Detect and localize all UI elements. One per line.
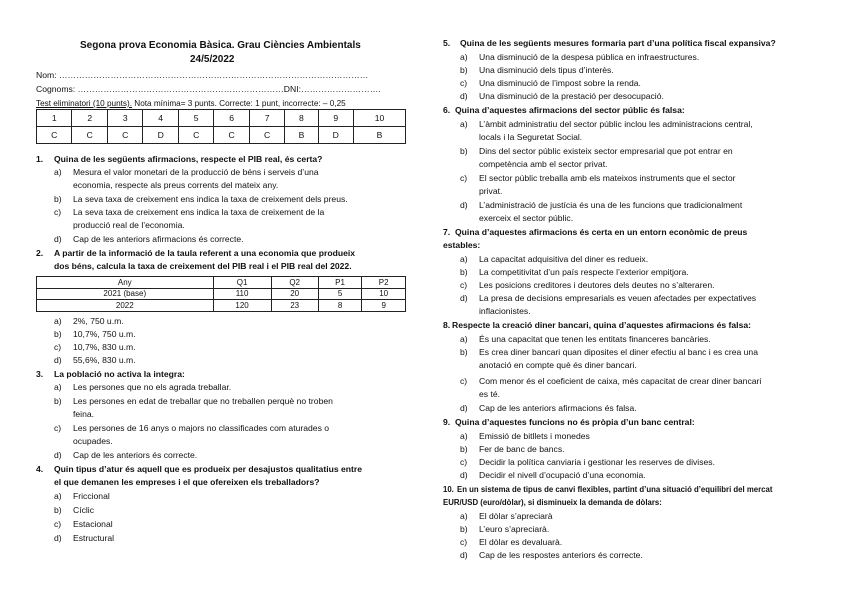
q7-number: 7. bbox=[443, 227, 451, 237]
q1-option-label: c) bbox=[54, 207, 62, 217]
q6-option-text: locals i la Seguretat Social. bbox=[479, 132, 583, 142]
answer-letter: C bbox=[214, 127, 249, 144]
q3-option-label: c) bbox=[54, 423, 62, 433]
q5-number: 5. bbox=[443, 38, 451, 48]
q1-option-label: d) bbox=[54, 234, 62, 244]
q7-option-text: La presa de decisions empresarials es veuen afectades per expectatives bbox=[479, 293, 757, 303]
q10-text: En un sistema de tipus de canvi flexibles, partint d’una situació d’equilibri del mercat bbox=[457, 485, 773, 494]
q3-option-label: d) bbox=[54, 450, 62, 460]
q5-option-text: Una disminució de la prestació per desocupació. bbox=[479, 91, 664, 101]
q5-option-label: c) bbox=[460, 78, 468, 88]
q3-option-text: Les persones de 16 anys o majors no classificades com aturades o bbox=[73, 423, 330, 433]
answer-number: 4 bbox=[143, 110, 178, 127]
q6-option-text: L’àmbit administratiu del sector públic inclou les administracions central, bbox=[479, 119, 753, 129]
q2-option-label: c) bbox=[54, 342, 62, 352]
q7-option-text: inflacionistes. bbox=[479, 306, 531, 316]
q8-option-label: b) bbox=[460, 347, 468, 357]
q10-option-text: Cap de les respostes anteriors és correcte. bbox=[479, 550, 643, 560]
gdp-table bbox=[36, 276, 406, 312]
q4-option-text: Estructural bbox=[73, 533, 115, 543]
q3-option-text: Les persones en edat de treballar que no treballen perquè no troben bbox=[73, 396, 333, 406]
q4-option-text: Friccional bbox=[73, 491, 110, 501]
q2-option-label: a) bbox=[54, 316, 62, 326]
q10-text: EUR/USD (euro/dòlar), si disminueix la demanda de dòlars: bbox=[443, 498, 662, 507]
q4-option-label: d) bbox=[54, 533, 62, 543]
q2-number: 2. bbox=[36, 248, 44, 258]
q1-option-label: a) bbox=[54, 167, 62, 177]
q6-option-label: b) bbox=[460, 146, 468, 156]
q7-text: Quina d’aquestes afirmacions és certa en un entorn econòmic de preus bbox=[455, 227, 748, 237]
q3-option-text: Cap de les anteriors és correcte. bbox=[73, 450, 198, 460]
q9-option-text: Decidir la política canviaria i gestionar les reserves de divises. bbox=[479, 457, 715, 467]
answer-grid-letters-row bbox=[37, 127, 406, 144]
q1-option-text: Mesura el valor monetari de la producció de béns i serveis d’una bbox=[73, 167, 319, 177]
q3-option-label: b) bbox=[54, 396, 62, 406]
q6-number: 6. bbox=[443, 105, 451, 115]
answer-letter: D bbox=[318, 127, 353, 144]
q6-option-text: L’administració de justícia és una de les funcions que tradicionalment bbox=[479, 200, 743, 210]
q3-text: La població no activa la integra: bbox=[54, 369, 185, 379]
q10-option-text: El dòlar es devaluarà. bbox=[479, 537, 563, 547]
q2-option-text: 10,7%, 750 u.m. bbox=[73, 329, 136, 339]
gdp-header-cell: Any bbox=[37, 277, 214, 289]
q6-option-text: Dins del sector públic existeix sector empresarial que pot entrar en bbox=[479, 146, 733, 156]
answer-number: 1 bbox=[37, 110, 72, 127]
q6-option-label: a) bbox=[460, 119, 468, 129]
q6-option-text: privat. bbox=[479, 186, 503, 196]
answer-number: 2 bbox=[72, 110, 107, 127]
gdp-cell: 10 bbox=[362, 288, 406, 300]
q8-option-label: d) bbox=[460, 403, 468, 413]
gdp-cell: 20 bbox=[271, 288, 318, 300]
answer-letter: B bbox=[353, 127, 405, 144]
q5-option-text: Una disminució dels tipus d’interès. bbox=[479, 65, 614, 75]
test-scoring-text: Nota mínima= 3 punts. Correcte: 1 punt, incorrecte: – 0,25 bbox=[132, 99, 346, 108]
q9-option-label: a) bbox=[460, 431, 468, 441]
q10-option-label: b) bbox=[460, 524, 468, 534]
q4-option-label: a) bbox=[54, 491, 62, 501]
gdp-table-row bbox=[37, 300, 406, 312]
q7-text: estables: bbox=[443, 240, 481, 250]
q2-option-text: 10,7%, 830 u.m. bbox=[73, 342, 136, 352]
answer-grid bbox=[36, 109, 406, 144]
q4-number: 4. bbox=[36, 464, 44, 474]
q8-number: 8. bbox=[443, 320, 451, 330]
test-eliminatori-label: Test eliminatori (10 punts). bbox=[36, 99, 133, 108]
gdp-table-header bbox=[37, 277, 406, 289]
q4-option-text: Estacional bbox=[73, 519, 113, 529]
q6-option-text: competència amb el sector privat. bbox=[479, 159, 608, 169]
gdp-cell: 110 bbox=[213, 288, 271, 300]
q4-text: Quin tipus d’atur és aquell que es produeix per desajustos qualitatius entre bbox=[54, 464, 363, 474]
q7-option-text: La competitivitat d’un país respecte l’exterior empitjora. bbox=[479, 267, 689, 277]
q7-option-label: a) bbox=[460, 254, 468, 264]
name-field: Nom: ……………………………………………………………………………………………… bbox=[36, 70, 369, 80]
gdp-cell: 9 bbox=[362, 300, 406, 312]
q6-option-text: El sector públic treballa amb els mateixos instruments que el sector bbox=[479, 173, 736, 183]
q1-option-text: Cap de les anteriors afirmacions és correcte. bbox=[73, 234, 244, 244]
q8-option-text: Com menor és el coeficient de caixa, més capacitat de crear diner bancari bbox=[479, 376, 762, 386]
gdp-header-cell: P1 bbox=[318, 277, 362, 289]
q6-option-label: c) bbox=[460, 173, 468, 183]
q4-option-label: c) bbox=[54, 519, 62, 529]
gdp-header-cell: Q1 bbox=[213, 277, 271, 289]
q4-option-label: b) bbox=[54, 505, 62, 515]
q1-option-text: La seva taxa de creixement ens indica la taxa de creixement de la bbox=[73, 207, 325, 217]
q8-option-text: És una capacitat que tenen les entitats financeres bancàries. bbox=[479, 334, 711, 344]
gdp-cell: 23 bbox=[271, 300, 318, 312]
q7-option-label: c) bbox=[460, 280, 468, 290]
answer-letter: C bbox=[107, 127, 142, 144]
q1-number: 1. bbox=[36, 154, 44, 164]
q5-option-label: d) bbox=[460, 91, 468, 101]
q8-option-text: anotació en compte què és diner bancari. bbox=[479, 360, 637, 370]
q8-option-text: Es crea diner bancari quan diposites el diner efectiu al banc i es crea una bbox=[479, 347, 758, 357]
gdp-table-row bbox=[37, 288, 406, 300]
exam-title: Segona prova Economia Bàsica. Grau Ciències Ambientals bbox=[80, 40, 361, 51]
q7-option-label: b) bbox=[460, 267, 468, 277]
answer-letter: B bbox=[285, 127, 318, 144]
answer-number: 9 bbox=[318, 110, 353, 127]
gdp-cell: 2021 (base) bbox=[37, 288, 214, 300]
q10-option-label: c) bbox=[460, 537, 468, 547]
q7-option-label: d) bbox=[460, 293, 468, 303]
q9-option-label: d) bbox=[460, 470, 468, 480]
q8-option-text: es té. bbox=[479, 389, 501, 399]
q5-option-text: Una disminució de l’impost sobre la renda. bbox=[479, 78, 641, 88]
q4-text: el que demanen les empreses i el que ofereixen els treballadors? bbox=[54, 477, 320, 487]
q2-text: dos béns, calcula la taxa de creixement del PIB real i el PIB real del 2022. bbox=[54, 261, 352, 271]
gdp-cell: 5 bbox=[318, 288, 362, 300]
q5-option-label: a) bbox=[460, 52, 468, 62]
q5-text: Quina de les següents mesures formaria part d’una política fiscal expansiva? bbox=[460, 38, 776, 48]
q4-option-text: Cíclic bbox=[73, 505, 95, 515]
answer-number: 10 bbox=[353, 110, 405, 127]
q9-option-text: Fer de banc de bancs. bbox=[479, 444, 565, 454]
answer-number: 6 bbox=[214, 110, 249, 127]
q8-option-label: c) bbox=[460, 376, 468, 386]
q8-option-text: Cap de les anteriors afirmacions és falsa. bbox=[479, 403, 637, 413]
gdp-cell: 120 bbox=[213, 300, 271, 312]
q3-option-label: a) bbox=[54, 382, 62, 392]
answer-letter: C bbox=[249, 127, 284, 144]
q9-number: 9. bbox=[443, 417, 451, 427]
test-instructions bbox=[36, 98, 346, 109]
q1-option-text: La seva taxa de creixement ens indica la taxa de creixement dels preus. bbox=[73, 194, 348, 204]
q6-option-text: exerceix el sector públic. bbox=[479, 213, 574, 223]
q3-number: 3. bbox=[36, 369, 44, 379]
q6-option-label: d) bbox=[460, 200, 468, 210]
q2-option-label: b) bbox=[54, 329, 62, 339]
gdp-cell: 2022 bbox=[37, 300, 214, 312]
answer-number: 7 bbox=[249, 110, 284, 127]
q5-option-label: b) bbox=[460, 65, 468, 75]
gdp-cell: 8 bbox=[318, 300, 362, 312]
q1-option-label: b) bbox=[54, 194, 62, 204]
answer-letter: C bbox=[72, 127, 107, 144]
q7-option-text: Les posicions creditores i deutores dels deutes no s’alteraren. bbox=[479, 280, 715, 290]
q2-option-text: 2%, 750 u.m. bbox=[73, 316, 124, 326]
q5-option-text: Una disminució de la despesa pública en infraestructures. bbox=[479, 52, 700, 62]
gdp-header-cell: Q2 bbox=[271, 277, 318, 289]
answer-number: 8 bbox=[285, 110, 318, 127]
answer-number: 3 bbox=[107, 110, 142, 127]
q2-option-text: 55,6%, 830 u.m. bbox=[73, 355, 136, 365]
q1-option-text: economia, respecte als preus corrents del mateix any. bbox=[73, 180, 279, 190]
q6-text: Quina d’aquestes afirmacions del sector públic és falsa: bbox=[455, 105, 685, 115]
q10-option-text: L’euro s’apreciarà. bbox=[479, 524, 550, 534]
exam-date: 24/5/2022 bbox=[190, 54, 235, 65]
answer-letter: C bbox=[37, 127, 72, 144]
q1-option-text: producció real de l’economia. bbox=[73, 220, 185, 230]
answer-letter: D bbox=[143, 127, 178, 144]
q3-option-text: ocupades. bbox=[73, 436, 113, 446]
surname-dni-field: Cognoms: ………………………………………………………………DNI:………………………. bbox=[36, 84, 381, 94]
q1-text: Quina de les següents afirmacions, respecte el PIB real, és certa? bbox=[54, 154, 323, 164]
q9-option-text: Decidir el nivell d’ocupació d’una economia. bbox=[479, 470, 646, 480]
q9-option-label: c) bbox=[460, 457, 468, 467]
answer-letter: C bbox=[178, 127, 213, 144]
q9-option-text: Emissió de bitllets i monedes bbox=[479, 431, 590, 441]
answer-grid-numbers-row bbox=[37, 110, 406, 127]
answer-number: 5 bbox=[178, 110, 213, 127]
q9-text: Quina d’aquestes funcions no és pròpia d’un banc central: bbox=[455, 417, 695, 427]
q8-text: Respecte la creació diner bancari, quina d’aquestes afirmacions és falsa: bbox=[452, 320, 751, 330]
q7-option-text: La capacitat adquisitiva del diner es redueix. bbox=[479, 254, 649, 264]
q3-option-text: feina. bbox=[73, 409, 95, 419]
q10-option-label: d) bbox=[460, 550, 468, 560]
q8-option-label: a) bbox=[460, 334, 468, 344]
gdp-header-cell: P2 bbox=[362, 277, 406, 289]
q10-option-label: a) bbox=[460, 511, 468, 521]
q10-option-text: El dòlar s’apreciarà bbox=[479, 511, 553, 521]
q10-number: 10. bbox=[443, 485, 454, 494]
q9-option-label: b) bbox=[460, 444, 468, 454]
q3-option-text: Les persones que no els agrada treballar. bbox=[73, 382, 232, 392]
q2-text: A partir de la informació de la taula referent a una economia que produeix bbox=[54, 248, 356, 258]
q2-option-label: d) bbox=[54, 355, 62, 365]
